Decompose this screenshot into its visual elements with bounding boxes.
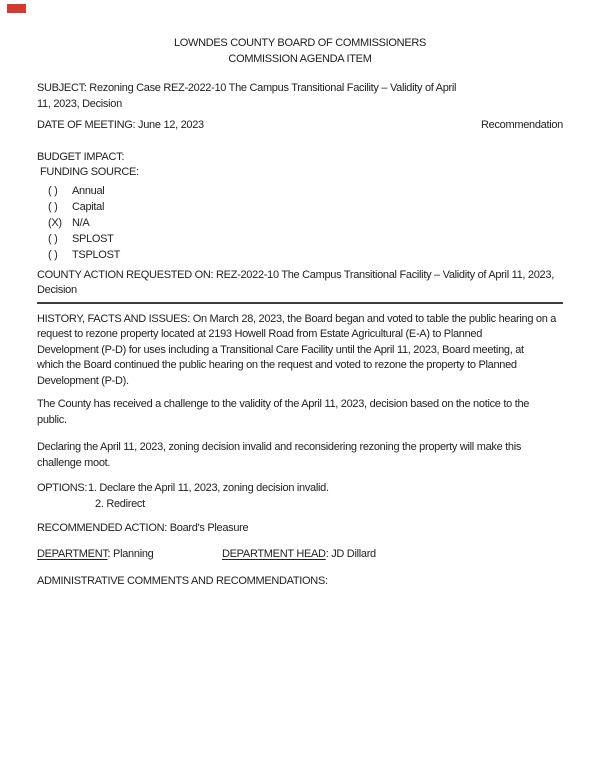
funding-source-label: FUNDING SOURCE: bbox=[40, 166, 139, 178]
subject-line-2: 11, 2023, Decision bbox=[37, 97, 122, 110]
county-action-section bbox=[37, 268, 563, 304]
funding-option-capital bbox=[48, 199, 563, 215]
budget-section bbox=[37, 150, 563, 263]
document-title bbox=[37, 36, 563, 67]
checkbox-capital: ( ) bbox=[48, 200, 58, 213]
funding-option-annual bbox=[48, 183, 563, 199]
county-action-line-1: COUNTY ACTION REQUESTED ON: REZ-2022-10 The Campus Transitional Facility – Validity of April 11, 2023, bbox=[37, 268, 554, 281]
funding-option-splost bbox=[48, 231, 563, 247]
funding-option-na bbox=[48, 215, 563, 231]
department-head-field bbox=[222, 548, 376, 560]
red-marker bbox=[7, 4, 26, 13]
recommendation-label: Recommendation bbox=[480, 119, 563, 131]
history-line-4: which the Board continued the public hearing on the request and voted to rezone the property to Planned bbox=[37, 359, 517, 371]
options-label: OPTIONS: bbox=[37, 482, 88, 494]
option-item-1: 1. Declare the April 11, 2023, zoning decision invalid. bbox=[88, 482, 329, 494]
challenge-line-2: public. bbox=[37, 413, 67, 426]
admin-comments-label: ADMINISTRATIVE COMMENTS AND RECOMMENDATIONS: bbox=[37, 575, 328, 587]
department-head-label: DEPARTMENT HEAD bbox=[222, 547, 326, 560]
funding-option-tsplost bbox=[48, 247, 563, 263]
recommended-action: RECOMMENDED ACTION: Board's Pleasure bbox=[37, 522, 249, 534]
funding-option-label: N/A bbox=[72, 216, 90, 229]
funding-option-label: SPLOST bbox=[72, 232, 114, 245]
title-line-1: LOWNDES COUNTY BOARD OF COMMISSIONERS bbox=[173, 37, 427, 49]
history-line-2: request to rezone property located at 2193 Howell Road from Estate Agricultural (E-A) to Planned bbox=[37, 328, 483, 340]
subject-block bbox=[37, 81, 563, 112]
checkbox-na-checked: (X) bbox=[48, 216, 62, 229]
history-line-1: HISTORY, FACTS AND ISSUES: On March 28, 2023, the Board began and voted to table the public hearing on a bbox=[37, 312, 557, 325]
declaring-line-1: Declaring the April 11, 2023, zoning decision invalid and reconsidering rezoning the property will make this bbox=[37, 441, 522, 453]
declaring-paragraph bbox=[37, 440, 563, 471]
funding-options-list bbox=[37, 183, 563, 263]
department-row bbox=[37, 547, 563, 563]
history-line-5: Development (P-D). bbox=[37, 374, 129, 387]
title-line-2: COMMISSION AGENDA ITEM bbox=[228, 52, 372, 65]
challenge-paragraph bbox=[37, 397, 563, 428]
subject-line-1: SUBJECT: Rezoning Case REZ-2022-10 The Campus Transitional Facility – Validity of April bbox=[37, 82, 457, 94]
funding-option-label: Capital bbox=[72, 200, 105, 213]
department-label: DEPARTMENT bbox=[37, 547, 108, 560]
department-value: : Planning bbox=[107, 547, 154, 560]
option-item-2: 2. Redirect bbox=[95, 497, 145, 510]
budget-impact-label: BUDGET IMPACT: bbox=[37, 150, 125, 163]
date-row bbox=[37, 118, 563, 134]
date-of-meeting: DATE OF MEETING: June 12, 2023 bbox=[37, 119, 204, 131]
funding-option-label: Annual bbox=[72, 184, 105, 197]
checkbox-annual: ( ) bbox=[48, 184, 58, 197]
history-line-3: Development (P-D) for uses including a Transitional Care Facility until the April 11, 2023, Board meeting, at bbox=[37, 343, 524, 356]
declaring-line-2: challenge moot. bbox=[37, 456, 111, 469]
county-action-line-2: Decision bbox=[37, 284, 77, 296]
department-field bbox=[37, 547, 222, 563]
funding-option-label: TSPLOST bbox=[72, 248, 121, 261]
history-section bbox=[37, 312, 563, 390]
options-section bbox=[37, 481, 563, 512]
checkbox-tsplost: ( ) bbox=[48, 248, 58, 261]
checkbox-splost: ( ) bbox=[48, 232, 58, 245]
options-items bbox=[88, 481, 329, 512]
department-head-value: : JD Dillard bbox=[325, 547, 376, 560]
challenge-line-1: The County has received a challenge to the validity of the April 11, 2023, decision based on the notice to the bbox=[37, 398, 530, 410]
